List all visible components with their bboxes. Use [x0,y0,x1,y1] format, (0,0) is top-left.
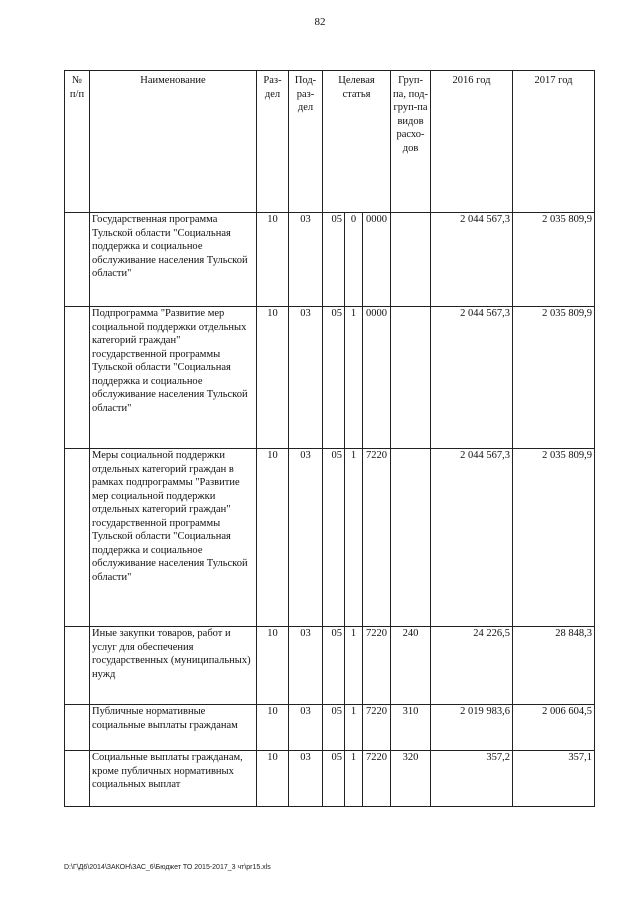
cell-name: Меры социальной поддержки отдельных категорий граждан в рамках подпрограммы "Развитие мер социальной поддержки отдельных категорий граждан" государственной программы Тульской области "Социальная поддержка и социальное обслуживание населения Тульской области" [90,449,257,627]
cell-subsection: 03 [289,213,323,307]
cell-y2017: 357,1 [513,751,595,807]
budget-table [64,70,595,807]
cell-num [65,751,90,807]
cell-t3: 7220 [363,449,391,627]
table-body [65,213,595,807]
cell-t3: 0000 [363,213,391,307]
cell-t1: 05 [323,307,345,449]
cell-y2017: 2 006 604,5 [513,705,595,751]
cell-y2017: 2 035 809,9 [513,307,595,449]
table-row [65,307,595,449]
cell-t2: 1 [345,627,363,705]
cell-group [391,213,431,307]
cell-t3: 7220 [363,751,391,807]
cell-name: Государственная программа Тульской области "Социальная поддержка и социальное обслуживание населения Тульской области" [90,213,257,307]
cell-section: 10 [257,705,289,751]
cell-section: 10 [257,627,289,705]
cell-group: 240 [391,627,431,705]
file-path-footer: D:\Г\Д6\2014\ЗАКОН\ЗАС_6\Бюджет ТО 2015-2017_3 чт\pr15.xls [64,864,271,871]
cell-t2: 1 [345,449,363,627]
cell-t2: 1 [345,307,363,449]
header-num: № п/п [65,71,90,213]
cell-y2016: 357,2 [431,751,513,807]
cell-y2016: 24 226,5 [431,627,513,705]
header-subsection: Под-раз-дел [289,71,323,213]
cell-group [391,449,431,627]
cell-section: 10 [257,751,289,807]
cell-num [65,213,90,307]
cell-t2: 0 [345,213,363,307]
cell-section: 10 [257,213,289,307]
cell-num [65,449,90,627]
cell-y2016: 2 044 567,3 [431,449,513,627]
cell-y2017: 2 035 809,9 [513,449,595,627]
header-2016: 2016 год [431,71,513,213]
cell-num [65,627,90,705]
cell-name: Социальные выплаты гражданам, кроме публичных нормативных социальных выплат [90,751,257,807]
cell-subsection: 03 [289,307,323,449]
cell-group: 310 [391,705,431,751]
table-row [65,705,595,751]
header-section: Раз-дел [257,71,289,213]
cell-t1: 05 [323,627,345,705]
cell-t1: 05 [323,705,345,751]
cell-section: 10 [257,307,289,449]
cell-name: Подпрограмма "Развитие мер социальной поддержки отдельных категорий граждан" государственной программы Тульской области "Социальная поддержка и социальное обслуживание населения Тульской области" [90,307,257,449]
table-row [65,627,595,705]
cell-group [391,307,431,449]
cell-y2017: 2 035 809,9 [513,213,595,307]
cell-t1: 05 [323,449,345,627]
cell-num [65,307,90,449]
cell-t2: 1 [345,751,363,807]
table-row [65,449,595,627]
header-name: Наименование [90,71,257,213]
header-row [65,71,595,213]
cell-t3: 7220 [363,705,391,751]
cell-y2016: 2 044 567,3 [431,307,513,449]
table-row [65,751,595,807]
cell-t3: 7220 [363,627,391,705]
cell-group: 320 [391,751,431,807]
cell-t1: 05 [323,751,345,807]
cell-subsection: 03 [289,705,323,751]
cell-section: 10 [257,449,289,627]
cell-y2017: 28 848,3 [513,627,595,705]
cell-num [65,705,90,751]
cell-y2016: 2 019 983,6 [431,705,513,751]
cell-subsection: 03 [289,627,323,705]
cell-t1: 05 [323,213,345,307]
cell-y2016: 2 044 567,3 [431,213,513,307]
cell-t2: 1 [345,705,363,751]
header-2017: 2017 год [513,71,595,213]
cell-t3: 0000 [363,307,391,449]
cell-name: Публичные нормативные социальные выплаты гражданам [90,705,257,751]
header-group: Груп-па, под-груп-па видов расхо-дов [391,71,431,213]
table-row [65,213,595,307]
header-target: Целевая статья [323,71,391,213]
cell-subsection: 03 [289,449,323,627]
page-number: 82 [314,16,326,28]
cell-name: Иные закупки товаров, работ и услуг для обеспечения государственных (муниципальных) нужд [90,627,257,705]
cell-subsection: 03 [289,751,323,807]
